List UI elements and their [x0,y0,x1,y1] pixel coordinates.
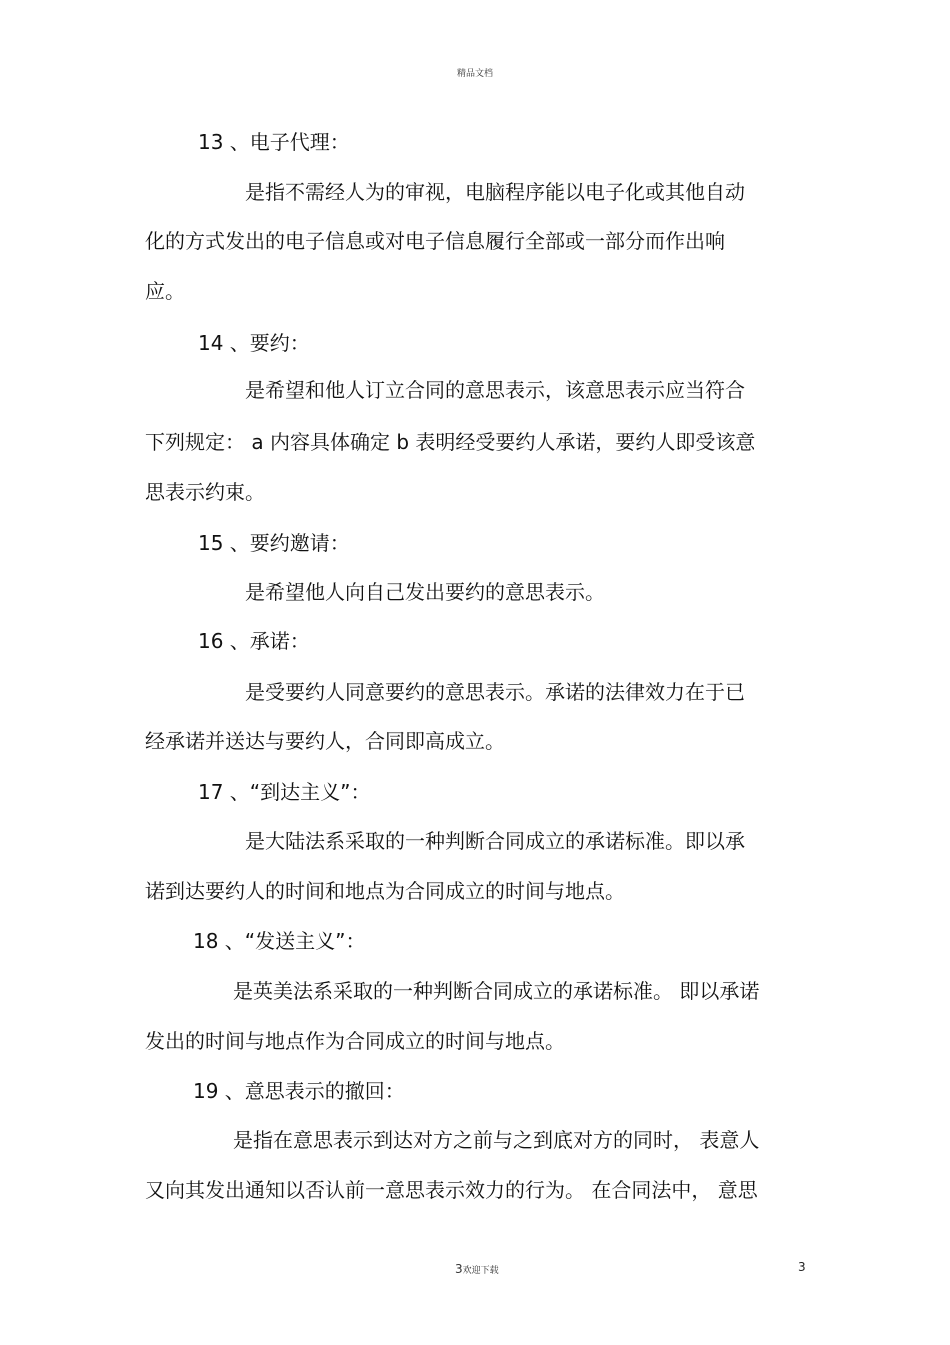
paragraph-line: 是大陆法系采取的一种判断合同成立的承诺标准。即以承 [245,829,745,853]
header-note: 精品文档 [456,69,493,79]
paragraph-line: 思表示约束。 [145,480,265,504]
paragraph-line: 化的方式发出的电子信息或对电子信息履行全部或一部分而作出响 [145,229,725,253]
heading-13: 13 、电子代理： [198,130,350,154]
paragraph-line: 下列规定： a 内容具体确定 b 表明经受要约人承诺，要约人即受该意 [145,430,756,454]
paragraph-line: 是指不需经人为的审视，电脑程序能以电子化或其他自动 [245,180,745,204]
footer-note [455,1262,499,1276]
paragraph-line: 诺到达要约人的时间和地点为合同成立的时间与地点。 [145,879,625,903]
paragraph-line: 是希望他人向自己发出要约的意思表示。 [245,580,605,604]
heading-16: 16 、承诺： [198,629,310,653]
paragraph-line: 是受要约人同意要约的意思表示。承诺的法律效力在于已 [245,680,745,704]
heading-18: 18 、“发送主义”： [193,929,366,953]
paragraph-line: 发出的时间与地点作为合同成立的时间与地点。 [145,1029,565,1053]
heading-17: 17 、“到达主义”： [198,780,371,804]
paragraph-line: 又向其发出通知以否认前一意思表示效力的行为。 在合同法中， 意思 [145,1178,758,1202]
paragraph-line: 是指在意思表示到达对方之前与之到底对方的同时， 表意人 [233,1128,760,1152]
heading-15: 15 、要约邀请： [198,531,350,555]
paragraph-line: 是希望和他人订立合同的意思表示，该意思表示应当符合 [245,378,745,402]
page-number: 3 [798,1260,806,1274]
heading-19: 19 、意思表示的撤回： [193,1079,405,1103]
heading-14: 14 、要约： [198,331,310,355]
footer-note-text: 欢迎下载 [462,1266,499,1276]
paragraph-line: 经承诺并送达与要约人，合同即高成立。 [145,729,505,753]
footer-page-prefix: 3 [455,1262,463,1276]
paragraph-line: 是英美法系采取的一种判断合同成立的承诺标准。 即以承诺 [233,979,760,1003]
paragraph-line: 应。 [145,279,185,303]
